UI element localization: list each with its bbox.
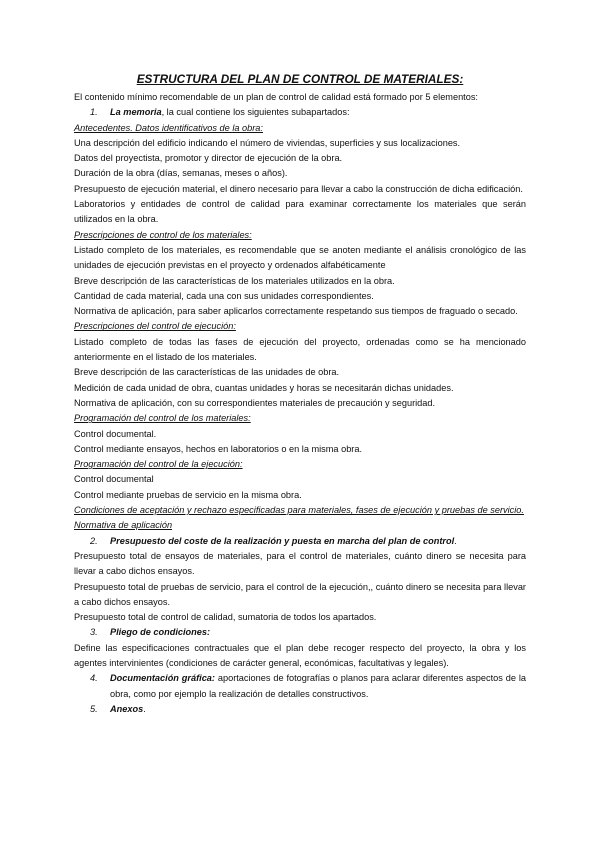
paragraph: Control mediante pruebas de servicio en la misma obra. — [74, 489, 302, 500]
paragraph: Breve descripción de las características de las unidades de obra. — [74, 367, 340, 378]
paragraph: Control documental. — [74, 428, 157, 439]
document-title: ESTRUCTURA DEL PLAN DE CONTROL DE MATERIALES: — [136, 72, 464, 86]
paragraph: Normativa de aplicación, con su correspondientes materiales de precaución y seguridad. — [74, 397, 436, 408]
item-number: 2. — [90, 535, 98, 546]
item-text: aportaciones de fotografías o planos para aclarar diferentes aspectos de la obra, como por ejemplo la realización de detalles constructivos. — [110, 673, 526, 699]
section-heading-prescripciones-materiales: Prescripciones de control de los materiales: — [74, 229, 252, 240]
item-title: Pliego de condiciones: — [110, 627, 211, 638]
paragraph: Cantidad de cada material, cada una con sus unidades correspondientes. — [74, 290, 374, 301]
paragraph: Presupuesto total de ensayos de materiales, para el control de materiales, cuánto dinero se necesita para llevar a cabo dichos ensayos. — [74, 550, 526, 577]
intro-paragraph: El contenido mínimo recomendable de un plan de control de calidad está formado por 5 elementos: — [74, 92, 478, 102]
paragraph: Listado completo de todas las fases de ejecución del proyecto, ordenadas como se ha mencionado anteriormente en el listado de los materiales. — [74, 336, 526, 363]
list-item-presupuesto — [74, 534, 526, 549]
paragraph: Listado completo de los materiales, es recomendable que se anoten mediante el análisis cronológico de las unidades de ejecución previstas en el proyecto y ordenados alfabéticamente — [74, 244, 526, 271]
paragraph: Presupuesto total de control de calidad, sumatoria de todos los apartados. — [74, 612, 377, 623]
item-number: 3. — [90, 627, 98, 638]
list-item-anexos — [74, 702, 526, 717]
item-title: Anexos — [110, 703, 144, 714]
section-heading-condiciones: Condiciones de aceptación y rechazo especificadas para materiales, fases de ejecución y pruebas de servicio. — [74, 505, 524, 516]
paragraph: Presupuesto total de pruebas de servicio, para el control de la ejecución,, cuánto dinero se necesita para llevar a cabo dichos ensayos. — [74, 581, 526, 607]
section-heading-programacion-materiales: Programación del control de los materiales: — [74, 413, 251, 424]
paragraph: Laboratorios y entidades de control de calidad para examinar correctamente los materiales que serán utilizados en la obra. — [74, 199, 526, 225]
list-item-memoria — [74, 105, 526, 120]
item-number: 5. — [90, 703, 98, 714]
paragraph: Duración de la obra (días, semanas, meses o años). — [74, 168, 288, 179]
paragraph: Presupuesto de ejecución material, el dinero necesario para llevar a cabo la construcción de dicha edificación. — [74, 183, 523, 194]
paragraph: Define las especificaciones contractuales que el plan debe recoger respecto del proyecto, la obra y los agentes intervinientes (condiciones de carácter general, económicas, facultativas y legales). — [74, 642, 526, 668]
section-heading-normativa: Normativa de aplicación — [74, 520, 173, 531]
section-heading-prescripciones-ejecucion: Prescripciones del control de ejecución: — [74, 321, 236, 332]
document-page — [74, 72, 526, 717]
paragraph: Normativa de aplicación, para saber aplicarlos correctamente respetando sus tiempos de fraguado o secado. — [74, 306, 518, 317]
list-item-pliego — [74, 625, 526, 640]
paragraph: Control documental — [74, 474, 154, 485]
item-title: Documentación gráfica: — [110, 673, 215, 684]
paragraph: Breve descripción de las características de los materiales utilizados en la obra. — [74, 275, 395, 286]
paragraph: Control mediante ensayos, hechos en laboratorios o en la misma obra. — [74, 443, 363, 454]
item-number: 1. — [90, 107, 98, 118]
paragraph: Medición de cada unidad de obra, cuantas unidades y horas se necesitarán dichas unidades. — [74, 382, 454, 393]
item-title: La memoria — [110, 107, 162, 118]
item-text: , la cual contiene los siguientes subapartados: — [161, 107, 350, 118]
paragraph: Una descripción del edificio indicando el número de viviendas, superficies y sus localizaciones. — [74, 137, 461, 148]
item-text: . — [143, 703, 146, 714]
paragraph: Datos del proyectista, promotor y director de ejecución de la obra. — [74, 153, 343, 164]
section-heading-antecedentes: Antecedentes. Datos identificativos de la obra: — [74, 122, 263, 133]
item-number: 4. — [90, 673, 98, 684]
section-heading-programacion-ejecucion: Programación del control de la ejecución: — [74, 459, 243, 470]
item-title: Presupuesto del coste de la realización y puesta en marcha del plan de control — [110, 535, 455, 546]
list-item-documentacion — [74, 671, 526, 702]
item-text: . — [454, 535, 457, 546]
